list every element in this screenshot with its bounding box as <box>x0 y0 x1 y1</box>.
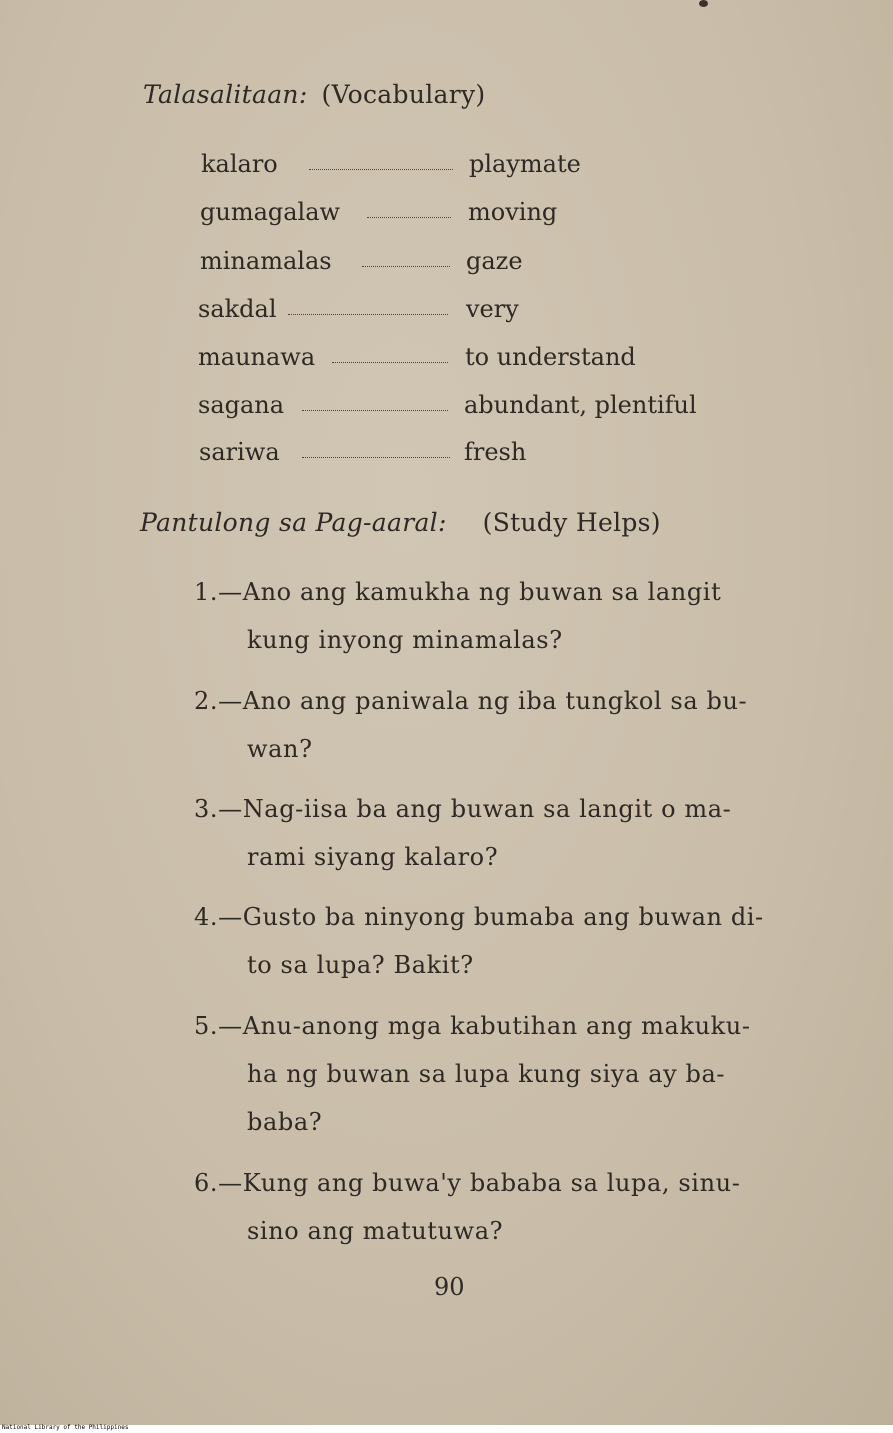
question-line: kung inyong minamalas? <box>247 626 563 654</box>
question-line: rami siyang kalaro? <box>247 843 499 871</box>
question-line: ha ng buwan sa lupa kung siya ay ba- <box>247 1060 726 1088</box>
dot-leader <box>302 410 448 411</box>
vocab-entry <box>198 295 738 325</box>
dot-leader <box>302 457 450 458</box>
vocab-entry <box>199 438 739 468</box>
vocabulary-title-tagalog: Talasalitaan: <box>143 80 308 109</box>
vocabulary-heading <box>143 80 485 109</box>
question-line: 2.—Ano ang paniwala ng iba tungkol sa bu- <box>194 687 748 715</box>
question-line: 6.—Kung ang buwa'y bababa sa lupa, sinu- <box>194 1169 741 1197</box>
footer-bar <box>0 1425 893 1433</box>
vocab-entry <box>201 150 741 180</box>
dot-leader <box>362 266 450 267</box>
study-question <box>194 677 786 773</box>
vocab-term: sakdal <box>198 295 277 323</box>
vocab-definition: to understand <box>465 343 636 371</box>
study-question <box>194 1159 786 1255</box>
study-question <box>194 568 786 664</box>
vocab-entry <box>200 198 740 228</box>
question-line: 4.—Gusto ba ninyong bumaba ang buwan di- <box>194 903 764 931</box>
vocab-term: kalaro <box>201 150 278 178</box>
study-question <box>194 1002 786 1146</box>
vocab-term: sagana <box>198 391 285 419</box>
vocab-term: gumagalaw <box>200 198 341 226</box>
page-number: 90 <box>434 1273 465 1301</box>
footer-credit: National Library of the Philippines <box>2 1424 129 1431</box>
study-title-tagalog: Pantulong sa Pag-aaral: <box>140 508 447 537</box>
question-line: sino ang matutuwa? <box>247 1217 504 1245</box>
vocab-entry <box>198 391 738 421</box>
dot-leader <box>288 314 448 315</box>
study-helps-heading <box>140 508 661 537</box>
vocab-term: maunawa <box>198 343 316 371</box>
question-line: 3.—Nag-iisa ba ang buwan sa langit o ma- <box>194 795 732 823</box>
ink-speck <box>699 0 708 7</box>
question-line: 1.—Ano ang kamukha ng buwan sa langit <box>194 578 722 606</box>
vocab-definition: playmate <box>469 150 581 178</box>
study-title-english: (Study Helps) <box>482 508 661 537</box>
vocab-entry <box>200 247 740 277</box>
question-line: to sa lupa? Bakit? <box>247 951 474 979</box>
vocab-term: minamalas <box>200 247 332 275</box>
question-line: wan? <box>247 735 313 763</box>
vocab-definition: abundant, plentiful <box>464 391 697 419</box>
study-question <box>194 893 786 989</box>
vocab-definition: gaze <box>466 247 523 275</box>
vocab-term: sariwa <box>199 438 280 466</box>
vocab-entry <box>198 343 738 373</box>
dot-leader <box>332 362 448 363</box>
study-question <box>194 785 786 881</box>
dot-leader <box>367 217 451 218</box>
vocab-definition: moving <box>468 198 558 226</box>
vocab-definition: very <box>466 295 519 323</box>
vocab-definition: fresh <box>464 438 527 466</box>
question-line: 5.—Anu-anong mga kabutihan ang makuku- <box>194 1012 751 1040</box>
dot-leader <box>309 169 453 170</box>
vocabulary-title-english: (Vocabulary) <box>321 80 486 109</box>
question-line: baba? <box>247 1108 323 1136</box>
